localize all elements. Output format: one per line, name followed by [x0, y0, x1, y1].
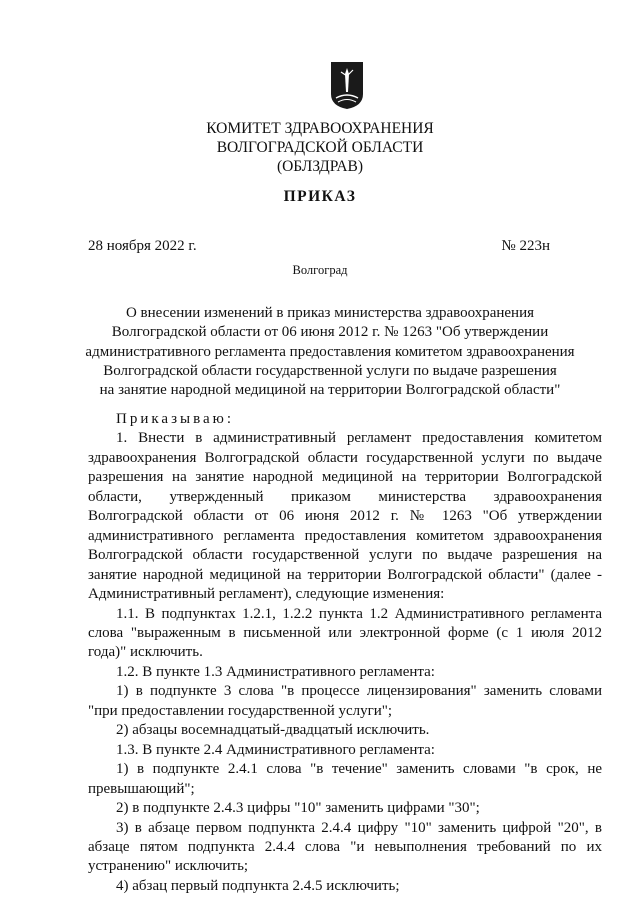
order-body — [88, 410, 602, 896]
order-date: 28 ноября 2022 г. — [88, 238, 197, 254]
body-paragraph: 4) абзац первый подпункта 2.4.5 исключить; — [116, 877, 400, 894]
org-line-2: ВОЛГОГРАДСКОЙ ОБЛАСТИ — [216, 139, 424, 156]
order-lead: Приказываю: — [116, 411, 234, 427]
body-paragraph: 1) в подпункте 3 слова "в процессе лицензирования" заменить словами "при предоставлении государственной услуги"; — [88, 683, 602, 719]
body-paragraph: 1.2. В пункте 1.3 Административного регламента: — [116, 663, 435, 680]
city: Волгоград — [292, 263, 348, 277]
body-paragraph: 1.3. В пункте 2.4 Административного регламента: — [116, 741, 435, 758]
document-type: ПРИКАЗ — [283, 188, 357, 205]
coat-of-arms-icon — [329, 60, 365, 110]
body-paragraph: 1) в подпункте 2.4.1 слова "в течение" заменить словами "в срок, не превышающий"; — [88, 761, 602, 797]
body-paragraph: 1. Внести в административный регламент предоставления комитетом здравоохранения Волгоградской области государственной услуги по выдаче разрешения на занятие народной медициной на территории Волгоградской области, утвержденный приказом министерства здравоохранения Волгоградской области от 06 июня 2012 г. № 1263 "Об утверждении административного регламента предоставления комитетом здравоохранения Волгоградской области государственной услуги по выдаче разрешения на занятие народной медициной на территории Волгоградской области" (далее - Административный регламент), следующие изменения: — [88, 430, 602, 603]
subject-line: на занятие народной медициной на территории Волгоградской области" — [99, 382, 561, 399]
order-subject — [80, 304, 580, 400]
body-paragraph: 3) в абзаце первом подпункта 2.4.4 цифру "10" заменить цифрой "20", в абзаце пятом подпункта 2.4.4 слова "и невыполнения требований по их устранению" исключить; — [88, 819, 602, 875]
subject-line: О внесении изменений в приказ министерства здравоохранения — [125, 305, 535, 321]
subject-line: административного регламента предоставления комитетом здравоохранения — [85, 343, 575, 360]
body-paragraph: 2) абзацы восемнадцатый-двадцатый исключить. — [116, 722, 430, 739]
organization-name — [0, 119, 640, 176]
body-paragraph: 1.1. В подпунктах 1.2.1, 1.2.2 пункта 1.2 Административного регламента слова "выраженным в письменной или электронной форме (с 1 июля 2012 года)" исключить. — [88, 605, 602, 661]
body-paragraph: 2) в подпункте 2.4.3 цифры "10" заменить цифрами "30"; — [116, 800, 480, 817]
org-line-1: КОМИТЕТ ЗДРАВООХРАНЕНИЯ — [206, 120, 434, 137]
org-line-3: (ОБЛЗДРАВ) — [276, 158, 364, 175]
order-number: № 223н — [501, 238, 550, 254]
subject-line: Волгоградской области от 06 июня 2012 г. № 1263 "Об утверждении — [111, 324, 549, 341]
subject-line: Волгоградской области государственной услуги по выдаче разрешения — [103, 362, 557, 379]
